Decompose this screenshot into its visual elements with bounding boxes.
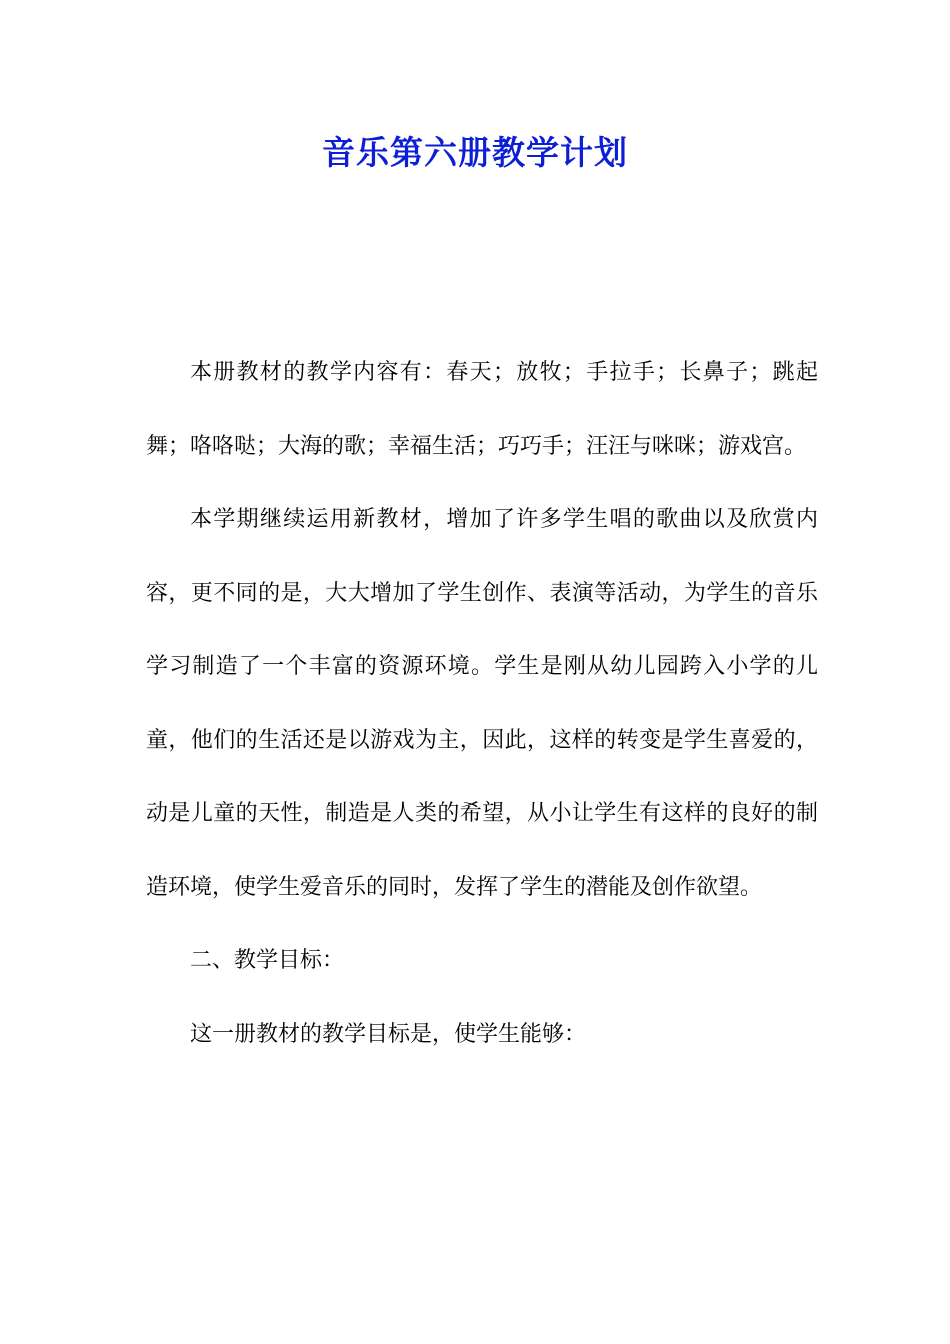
paragraph-teaching-content: 本册教材的教学内容有：春天；放牧；手拉手；长鼻子；跳起舞；咯咯哒；大海的歌；幸福生活；巧巧手；汪汪与咪咪；游戏宫。 (146, 360, 818, 459)
paragraph-goals-intro: 这一册教材的教学目标是，使学生能够： (190, 1021, 587, 1047)
document-body (146, 336, 818, 1071)
document-title: 音乐第六册教学计划 (322, 133, 628, 172)
section-heading-teaching-goals: 二、教学目标： (190, 948, 345, 973)
paragraph-semester-overview: 本学期继续运用新教材，增加了许多学生唱的歌曲以及欣赏内容，更不同的是，大大增加了学生创作、表演等活动，为学生的音乐学习制造了一个丰富的资源环境。学生是刚从幼儿园跨入小学的儿童，他们的生活还是以游戏为主，因此，这样的转变是学生喜爱的，动是儿童的天性，制造是人类的希望，从小让学生有这样的良好的制造环境，使学生爱音乐的同时，发挥了学生的潜能及创作欲望。 (146, 507, 818, 900)
